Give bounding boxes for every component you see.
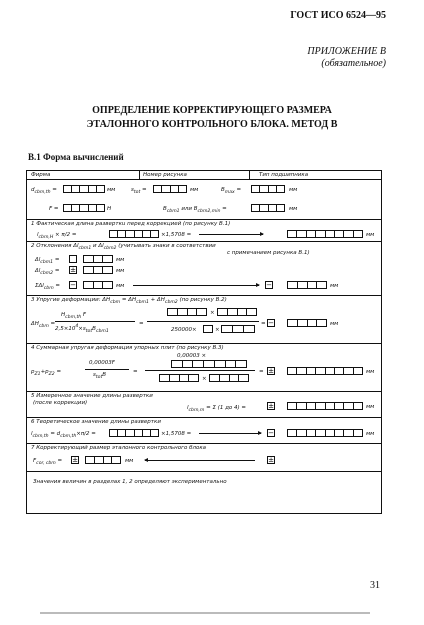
s4-result[interactable]	[287, 367, 363, 375]
s1-input[interactable]	[109, 230, 159, 238]
s2-arrow	[133, 285, 259, 286]
d-input[interactable]	[63, 185, 105, 193]
sign-box[interactable]: −	[70, 281, 76, 289]
s2-tail2: с примечанием рисунка В.1)	[227, 250, 310, 256]
fraction-bar	[85, 369, 129, 370]
bmax-label: B	[221, 187, 225, 193]
section-2: 2 Отклонения $\Delta l_{cbm1}$ и $\Delta l_{cbm2}$ (учитывать знаки в соответствии с примечанием рисунка В.1) $\Delta l_{cbm1}$ = мм $\Delta l_{cbm2}$ = ± мм ΣΔl$_{cbm}$ = − мм − мм	[27, 242, 381, 296]
col-bearing-type: Тип подшипника	[259, 172, 309, 178]
appendix-heading	[307, 46, 386, 70]
bmax-sub: max	[224, 190, 235, 196]
s-input[interactable]	[153, 185, 187, 193]
F-label: F	[49, 206, 53, 212]
unit-mm: мм	[366, 369, 375, 375]
bmin-sub: cbm1	[166, 209, 180, 215]
s3-den-b[interactable]	[221, 325, 255, 333]
title-line-2: ЭТАЛОННОГО КОНТРОЛЬНОГО БЛОКА. МЕТОД В	[86, 119, 338, 130]
section-heading: В.1 Форма вычислений	[28, 152, 124, 162]
s4-title: 4 Суммарная упругая деформация упорных плит (по рисунку В.3)	[31, 345, 224, 351]
s7-arrow	[145, 460, 255, 461]
s-label: s	[131, 187, 134, 193]
bmin-label: B	[163, 206, 167, 212]
s6-arrow	[199, 433, 261, 434]
s1-lhs-sub: cbm,H	[38, 235, 54, 241]
section-6: 6 Теоретическое значение длины развертки $l_{cbm,th} = d_{cbm,th}\times\pi/2$ = ×1,5708 = − мм	[27, 418, 381, 444]
s6-mult: ×1,5708 =	[161, 431, 192, 437]
s3-num-a[interactable]	[167, 308, 207, 316]
section-7: 7 Корректирующий размер эталонного контрольного блока $F_{cor, cbm}$ = ± мм ±	[27, 444, 381, 472]
s1-mult: ×1,5708 =	[161, 232, 192, 238]
s7-title: 7 Корректирующий размер эталонного контрольного блока	[31, 445, 207, 451]
d-sub: cbm,th	[34, 190, 51, 196]
sign-box[interactable]: ±	[70, 266, 76, 274]
dl2-input[interactable]	[83, 266, 113, 274]
section-1: 1 Фактическая длина разверткu перед коррекцией (по рисунку В.1) $l_{cbm,H} \times \pi/2$ = ×1,5708 = мм	[27, 220, 381, 242]
unit-mm: мм	[330, 321, 339, 327]
fraction-bar	[55, 321, 135, 322]
s1-arrow	[199, 234, 263, 235]
s6-title: 6 Теоретическое значение длины развертки	[31, 419, 161, 425]
bmin-input[interactable]	[251, 204, 285, 212]
calculation-form	[26, 170, 382, 514]
sign-box[interactable]	[69, 255, 77, 263]
unit-mm: мм	[116, 268, 125, 274]
sign-box[interactable]: ±	[72, 456, 78, 464]
unit-mm: мм	[366, 404, 375, 410]
sign-box[interactable]: −	[268, 319, 274, 327]
s3-den-a[interactable]	[203, 325, 213, 333]
unit-mm: мм	[107, 187, 116, 193]
s1-pi: π	[61, 232, 65, 238]
unit-mm: мм	[116, 257, 125, 263]
s7-result[interactable]	[85, 456, 121, 464]
inputs-row: $d_{cbm,th}$ = мм $s_{tot}$ = мм $B_{max}$ = мм F = Н $B_{cbm1}$ или $B_{cbm2,min}$ = мм	[27, 180, 381, 220]
s2-title: 2 Отклонения Δl	[31, 243, 79, 249]
s4-den-a[interactable]	[159, 374, 199, 382]
s5-title: 5 Измеренное значение длины развертки	[31, 393, 153, 399]
s4-den-b[interactable]	[209, 374, 249, 382]
s3-times: ×	[215, 327, 220, 333]
s6-result[interactable]	[287, 429, 363, 437]
s3-times: ×	[210, 310, 215, 316]
s1-result[interactable]	[287, 230, 363, 238]
form-header-row	[27, 171, 381, 180]
header-divider	[249, 171, 250, 180]
sign-box[interactable]: ±	[268, 402, 274, 410]
bmin-sub2: cbm2,min	[197, 209, 221, 215]
unit-mm: мм	[366, 232, 375, 238]
sign-box[interactable]: ±	[268, 367, 274, 375]
title-line-1: ОПРЕДЕЛЕНИЕ КОРРЕКТИРУЮЩЕГО РАЗМЕРА	[92, 105, 332, 116]
unit-mm: мм	[289, 206, 298, 212]
unit-mm: мм	[190, 187, 199, 193]
s5-title2: (после коррекции)	[33, 400, 88, 406]
unit-mm: мм	[125, 458, 134, 464]
header-divider	[139, 171, 140, 180]
s6-input[interactable]	[109, 429, 159, 437]
s2-result[interactable]	[287, 281, 327, 289]
page-number: 31	[370, 580, 380, 591]
col-firm: Фирма	[31, 172, 51, 178]
s4-num2: 0,00003 ×	[177, 353, 207, 359]
F-input[interactable]	[63, 204, 105, 212]
unit-mm: мм	[116, 283, 125, 289]
dl1-input[interactable]	[83, 255, 113, 263]
unit-mm: мм	[366, 431, 375, 437]
sign-box[interactable]: −	[268, 429, 274, 437]
s4-num-input[interactable]	[171, 360, 247, 368]
s3-result[interactable]	[287, 319, 327, 327]
section-5: 5 Измеренное значение длины развертки (после коррекции) $l_{cbm,m} = \Sigma$ (1 до 4) = ± мм	[27, 392, 381, 418]
s1-lhs: l	[37, 232, 39, 238]
fraction-bar	[147, 321, 259, 322]
unit-mm: мм	[330, 283, 339, 289]
bmax-input[interactable]	[251, 185, 285, 193]
d-label: d	[31, 187, 35, 193]
s4-num: 0,00003F	[89, 360, 115, 366]
section-3: 3 Упругие деформации: $\Delta H_{cbm} = \Delta H_{cbm1} + \Delta H_{cbm2}$ (по рисунку В.2) $\Delta H_{cbm}$ = $H_{cbm,th}$ F $2,5\times 10^4\times s_{tot}B_{cbm1}$ = × 250000× × = − мм	[27, 296, 381, 344]
col-drawing: Номер рисунка	[143, 172, 187, 178]
document-id: ГОСТ ИСО 6524—95	[290, 10, 386, 21]
sign-box[interactable]: −	[266, 281, 272, 289]
unit-N: Н	[107, 206, 112, 212]
fraction-bar	[145, 370, 255, 371]
unit-mm: мм	[289, 187, 298, 193]
section-4: 4 Суммарная упругая деформация упорных плит (по рисунку В.3) $p_{Z1}+p_{Z2}$ = 0,00003F $s_{tot}B$ = 0,00003 × × = ± мм	[27, 344, 381, 392]
appendix-note: (обязательное)	[321, 58, 386, 69]
s3-num-b[interactable]	[217, 308, 257, 316]
bmin-mid: или	[181, 206, 192, 212]
sign-box[interactable]: ±	[268, 456, 274, 464]
s-sub: tot	[133, 190, 141, 196]
form-note: Значения величин в разделах 1, 2 определяют экспериментально	[33, 479, 227, 485]
s5-result[interactable]	[287, 402, 363, 410]
page-title	[40, 104, 384, 132]
s3-title: 3 Упругие деформации: ΔH	[31, 297, 111, 303]
sum-input[interactable]	[83, 281, 113, 289]
s4-times: ×	[202, 376, 207, 382]
appendix-label: ПРИЛОЖЕНИЕ В	[307, 46, 386, 57]
s3-k2: 250000×	[171, 327, 197, 333]
s1-title: 1 Фактическая длина разверткu перед коррекцией (по рисунку В.1)	[31, 221, 231, 227]
scan-artifact	[40, 612, 370, 614]
